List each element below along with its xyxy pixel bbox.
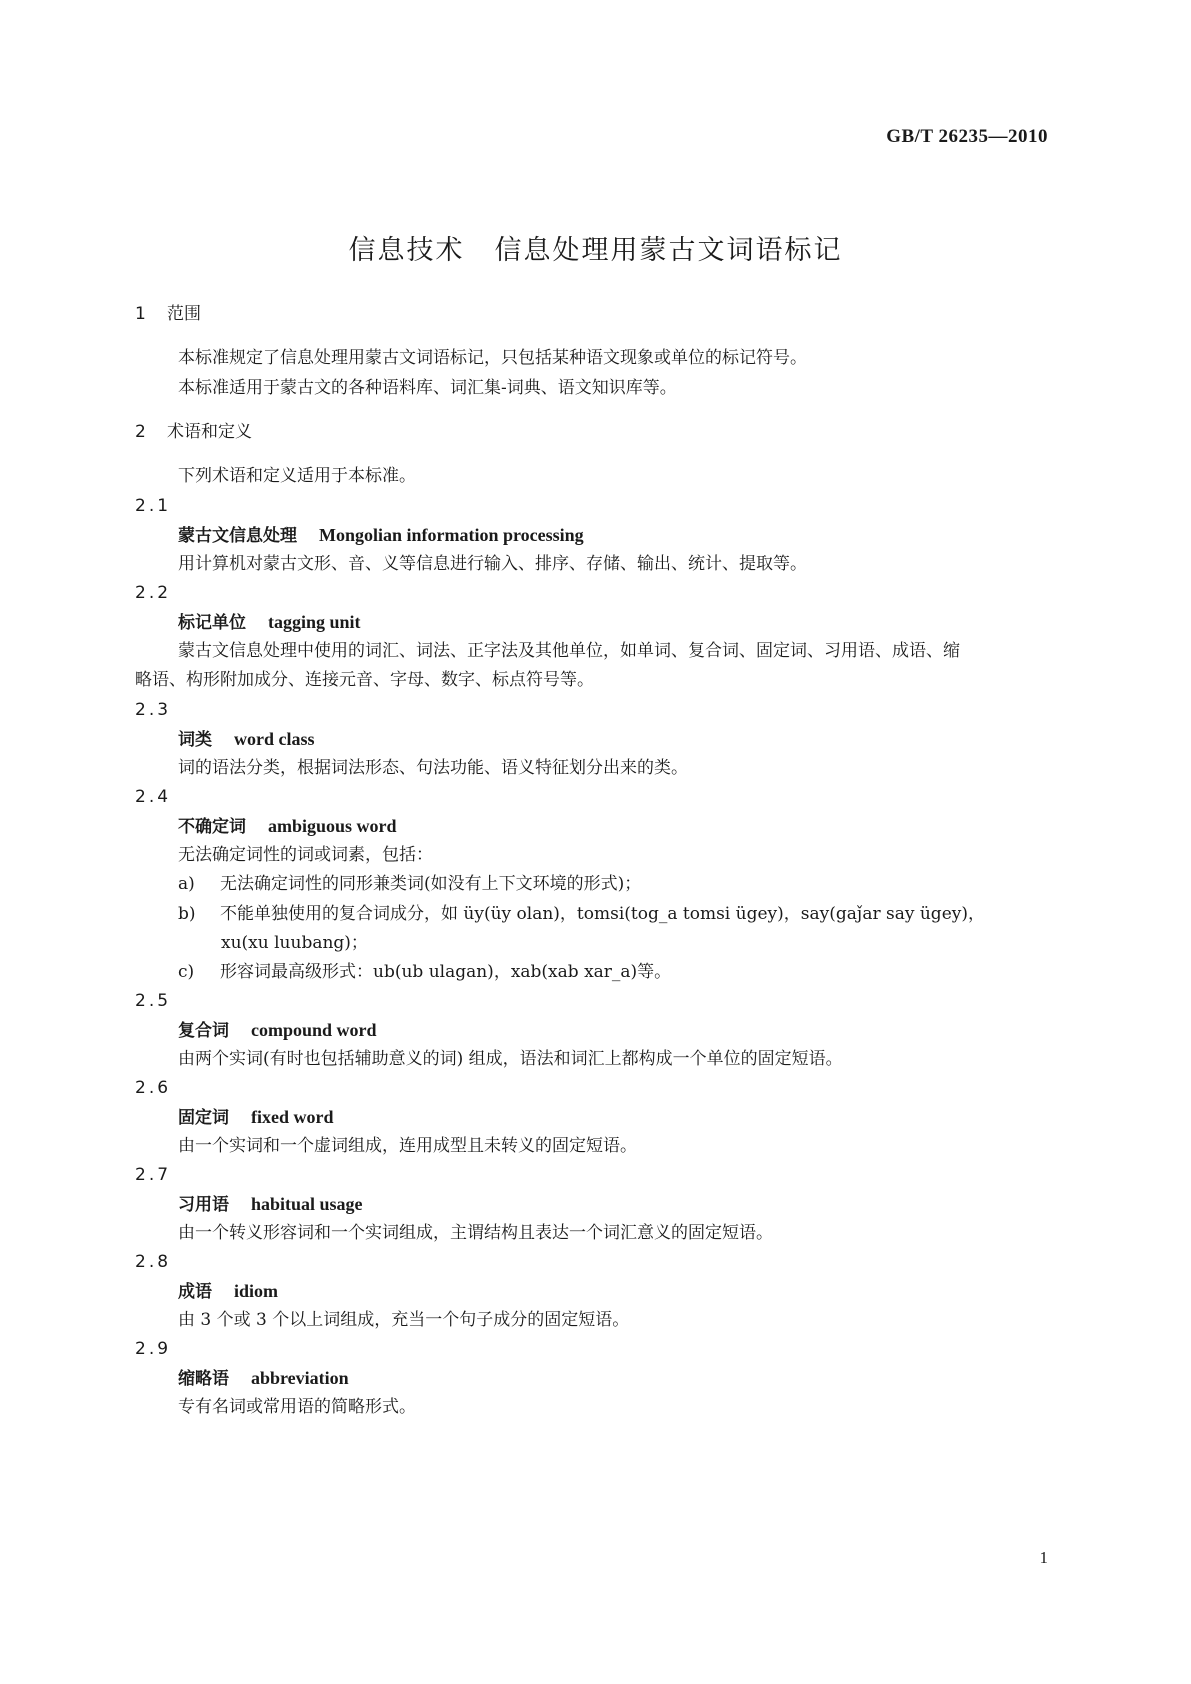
- term-heading: [178, 611, 361, 634]
- term-en: tagging unit: [268, 612, 361, 632]
- list-label: b): [178, 904, 196, 924]
- term-zh: 成语: [178, 1282, 212, 1302]
- list-item-continued: xu(xu luubang)；: [221, 933, 368, 953]
- subsection-number: 2.8: [135, 1252, 172, 1272]
- definition: 无法确定词性的词或词素，包括：: [178, 845, 433, 865]
- term-heading: [178, 815, 397, 838]
- term-zh: 不确定词: [178, 817, 246, 837]
- section-number: 1: [135, 304, 146, 324]
- section-2-heading: [135, 421, 252, 443]
- term-zh: 习用语: [178, 1195, 229, 1215]
- list-item: [178, 903, 985, 925]
- term-en: abbreviation: [251, 1368, 349, 1388]
- definition: 由一个实词和一个虚词组成，连用成型且未转义的固定短语。: [178, 1136, 637, 1156]
- definition: 由一个转义形容词和一个实词组成，主谓结构且表达一个词汇意义的固定短语。: [178, 1223, 773, 1243]
- subsection-number: 2.4: [135, 787, 172, 807]
- subsection-number: 2.9: [135, 1339, 172, 1359]
- section-number: 2: [135, 422, 146, 442]
- term-zh: 蒙古文信息处理: [178, 526, 297, 546]
- definition: 由两个实词(有时也包括辅助意义的词) 组成，语法和词汇上都构成一个单位的固定短语。: [178, 1049, 843, 1069]
- definition: 专有名词或常用语的简略形式。: [178, 1397, 416, 1417]
- subsection-number: 2.3: [135, 700, 172, 720]
- paragraph: 本标准适用于蒙古文的各种语料库、词汇集-词典、语文知识库等。: [178, 378, 677, 398]
- subsection-number: 2.2: [135, 583, 172, 603]
- term-heading: [178, 524, 584, 547]
- term-en: ambiguous word: [268, 816, 397, 836]
- document-title: [0, 228, 1191, 267]
- term-en: idiom: [234, 1281, 279, 1301]
- section-1-heading: [135, 303, 201, 325]
- definition: 蒙古文信息处理中使用的词汇、词法、正字法及其他单位，如单词、复合词、固定词、习用语、成语、缩: [178, 641, 960, 661]
- term-zh: 词类: [178, 730, 212, 750]
- term-en: word class: [234, 729, 315, 749]
- term-heading: [178, 1193, 363, 1216]
- term-en: fixed word: [251, 1107, 334, 1127]
- term-zh: 标记单位: [178, 613, 246, 633]
- section-title: 范围: [167, 304, 201, 324]
- standard-code: GB/T 26235—2010: [886, 126, 1048, 147]
- subsection-number: 2.7: [135, 1165, 172, 1185]
- subsection-number: 2.6: [135, 1078, 172, 1098]
- paragraph: 本标准规定了信息处理用蒙古文词语标记，只包括某种语文现象或单位的标记符号。: [178, 348, 807, 368]
- subsection-number: 2.1: [135, 496, 172, 516]
- definition: 词的语法分类，根据词法形态、句法功能、语义特征划分出来的类。: [178, 758, 688, 778]
- term-heading: [178, 728, 315, 751]
- term-zh: 缩略语: [178, 1369, 229, 1389]
- title-part-1: 信息技术: [348, 235, 465, 266]
- title-part-2: 信息处理用蒙古文词语标记: [494, 235, 843, 266]
- list-item: [178, 873, 641, 895]
- term-en: Mongolian information processing: [319, 525, 584, 545]
- paragraph: 下列术语和定义适用于本标准。: [178, 466, 416, 486]
- term-zh: 复合词: [178, 1021, 229, 1041]
- list-item: [178, 961, 671, 983]
- term-en: habitual usage: [251, 1194, 363, 1214]
- section-title: 术语和定义: [167, 422, 252, 442]
- definition-continued: 略语、构形附加成分、连接元音、字母、数字、标点符号等。: [135, 670, 594, 690]
- definition: 由 3 个或 3 个以上词组成，充当一个句子成分的固定短语。: [178, 1310, 630, 1330]
- term-en: compound word: [251, 1020, 377, 1040]
- term-heading: [178, 1106, 334, 1129]
- subsection-number: 2.5: [135, 991, 172, 1011]
- list-label: c): [178, 962, 195, 982]
- term-heading: [178, 1280, 278, 1303]
- page-number: 1: [1039, 1548, 1048, 1567]
- list-label: a): [178, 874, 195, 894]
- definition: 用计算机对蒙古文形、音、义等信息进行输入、排序、存储、输出、统计、提取等。: [178, 554, 807, 574]
- term-zh: 固定词: [178, 1108, 229, 1128]
- list-text: 不能单独使用的复合词成分，如 üy(üy olan)，tomsi(tog_a tomsi ügey)，say(gaǰar say ügey)，: [220, 904, 985, 924]
- list-text: 无法确定词性的同形兼类词(如没有上下文环境的形式)；: [220, 874, 642, 894]
- term-heading: [178, 1367, 349, 1390]
- term-heading: [178, 1019, 377, 1042]
- list-text: 形容词最高级形式：ub(ub ulagan)，xab(xab xar_a)等。: [220, 962, 672, 982]
